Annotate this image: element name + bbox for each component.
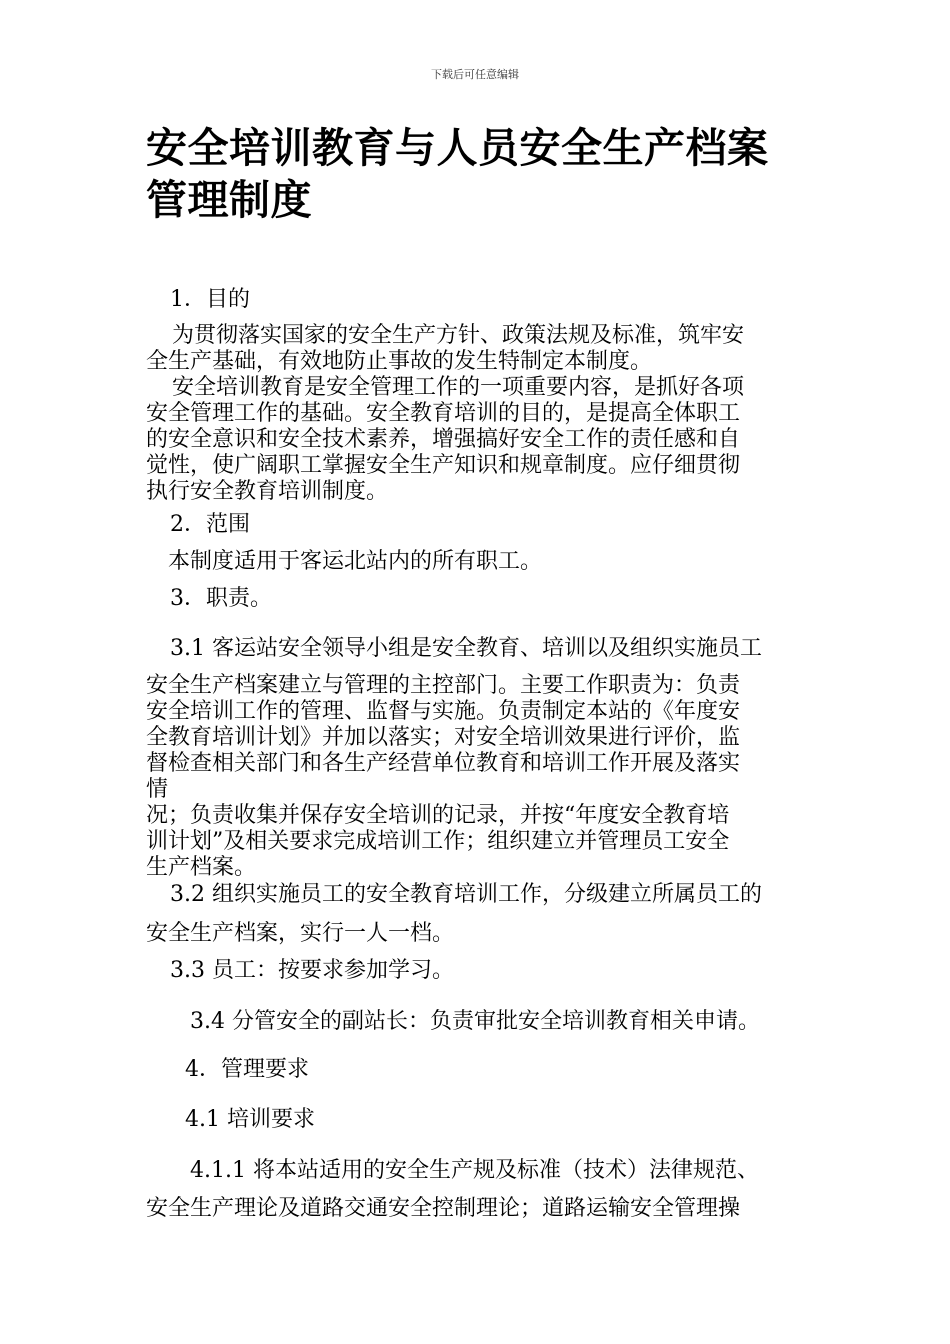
section-2-heading: 2．范围	[170, 512, 250, 537]
title-line-2: 管理制度	[146, 176, 312, 224]
paragraph-line: 情	[146, 777, 169, 802]
section-4-1-heading: 4.1 培训要求	[185, 1107, 315, 1132]
section-3-4: 3.4 分管安全的副站长：负责审批安全培训教育相关申请。	[190, 1009, 760, 1034]
section-3-2-second-line: 安全生产档案，实行一人一档。	[146, 921, 455, 946]
paragraph-line: 全生产基础，有效地防止事故的发生特制定本制度。	[146, 349, 653, 374]
paragraph-line: 安全培训工作的管理、监督与实施。负责制定本站的《年度安	[146, 699, 741, 724]
paragraph-line: 安全培训教育是安全管理工作的一项重要内容，是抓好各项	[172, 375, 745, 400]
paragraph-line: 况；负责收集并保存安全培训的记录，并按“年度安全教育培	[146, 803, 730, 828]
section-3-1-body	[146, 673, 740, 881]
section-3-1-first-line: 3.1 客运站安全领导小组是安全教育、培训以及组织实施员工	[170, 636, 762, 661]
paragraph-line: 安全管理工作的基础。安全教育培训的目的，是提高全体职工	[146, 401, 741, 426]
paragraph-line: 执行安全教育培训制度。	[146, 479, 389, 504]
section-1-paragraph-1	[146, 323, 744, 375]
paragraph-line: 的安全意识和安全技术素养，增强搞好安全工作的责任感和自	[146, 427, 741, 452]
section-4-1-1-first-line: 4.1.1 将本站适用的安全生产规及标准（技术）法律规范、	[190, 1158, 759, 1183]
section-3-3: 3.3 员工：按要求参加学习。	[170, 958, 454, 983]
document-title	[146, 122, 816, 226]
paragraph-line: 督检查相关部门和各生产经营单位教育和培训工作开展及落实	[146, 751, 741, 776]
section-1-paragraph-2	[146, 375, 744, 505]
section-2-paragraph: 本制度适用于客运北站内的所有职工。	[168, 549, 543, 574]
section-3-heading: 3．职责。	[170, 586, 272, 611]
title-line-1: 安全培训教育与人员安全生产档案	[146, 124, 769, 172]
section-1-heading: 1．目的	[170, 287, 250, 312]
section-3-2-first-line: 3.2 组织实施员工的安全教育培训工作，分级建立所属员工的	[170, 882, 762, 907]
section-4-heading: 4．管理要求	[185, 1057, 309, 1082]
paragraph-line: 生产档案。	[146, 855, 257, 880]
paragraph-line: 为贯彻落实国家的安全生产方针、政策法规及标准，筑牢安	[172, 323, 745, 348]
paragraph-line: 全教育培训计划》并加以落实；对安全培训效果进行评价，监	[146, 725, 741, 750]
paragraph-line: 训计划”及相关要求完成培训工作；组织建立并管理员工安全	[146, 829, 730, 854]
paragraph-line: 觉性，使广阔职工掌握安全生产知识和规章制度。应仔细贯彻	[146, 453, 741, 478]
section-4-1-1-second-line: 安全生产理论及道路交通安全控制理论；道路运输安全管理操	[146, 1196, 741, 1221]
paragraph-line: 安全生产档案建立与管理的主控部门。主要工作职责为：负责	[146, 673, 741, 698]
header-note: 下载后可任意编辑	[431, 68, 519, 81]
